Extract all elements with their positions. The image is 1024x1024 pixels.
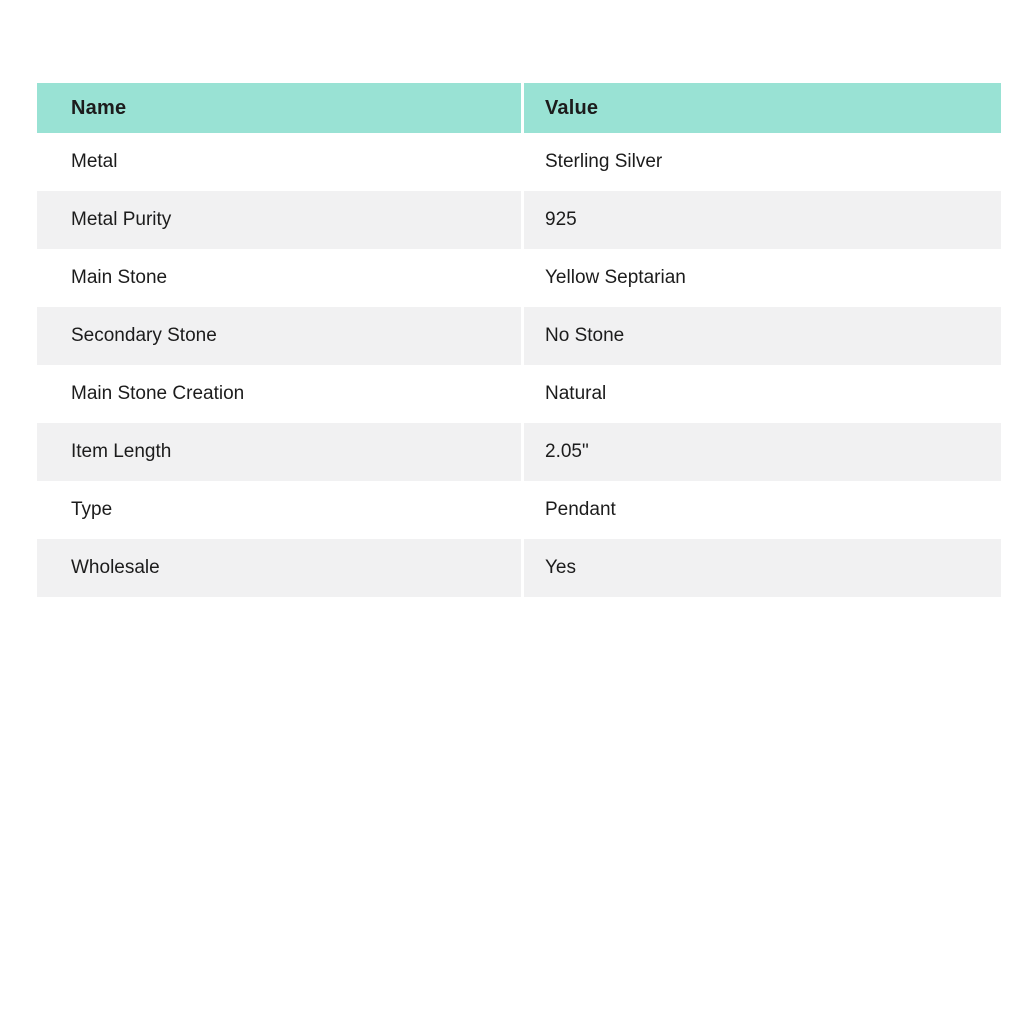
table-row	[37, 365, 1001, 423]
spec-name-cell: Main Stone	[37, 249, 521, 307]
table-row	[37, 307, 1001, 365]
header-cell-name: Name	[37, 83, 521, 133]
table-row	[37, 481, 1001, 539]
table-body	[37, 133, 1001, 597]
spec-name-cell: Type	[37, 481, 521, 539]
table-row	[37, 539, 1001, 597]
spec-value-cell: 2.05"	[524, 423, 1001, 481]
table-row	[37, 133, 1001, 191]
spec-name-cell: Secondary Stone	[37, 307, 521, 365]
spec-name-cell: Metal Purity	[37, 191, 521, 249]
spec-value-cell: Sterling Silver	[524, 133, 1001, 191]
table-row	[37, 191, 1001, 249]
table-row	[37, 249, 1001, 307]
spec-name-cell: Metal	[37, 133, 521, 191]
spec-name-cell: Main Stone Creation	[37, 365, 521, 423]
spec-value-cell: 925	[524, 191, 1001, 249]
spec-value-cell: Natural	[524, 365, 1001, 423]
spec-value-cell: Yes	[524, 539, 1001, 597]
table-row	[37, 423, 1001, 481]
header-cell-value: Value	[524, 83, 1001, 133]
spec-name-cell: Item Length	[37, 423, 521, 481]
item-specifics-table	[37, 83, 1001, 597]
spec-value-cell: Pendant	[524, 481, 1001, 539]
spec-name-cell: Wholesale	[37, 539, 521, 597]
spec-value-cell: No Stone	[524, 307, 1001, 365]
spec-value-cell: Yellow Septarian	[524, 249, 1001, 307]
table-header-row	[37, 83, 1001, 133]
